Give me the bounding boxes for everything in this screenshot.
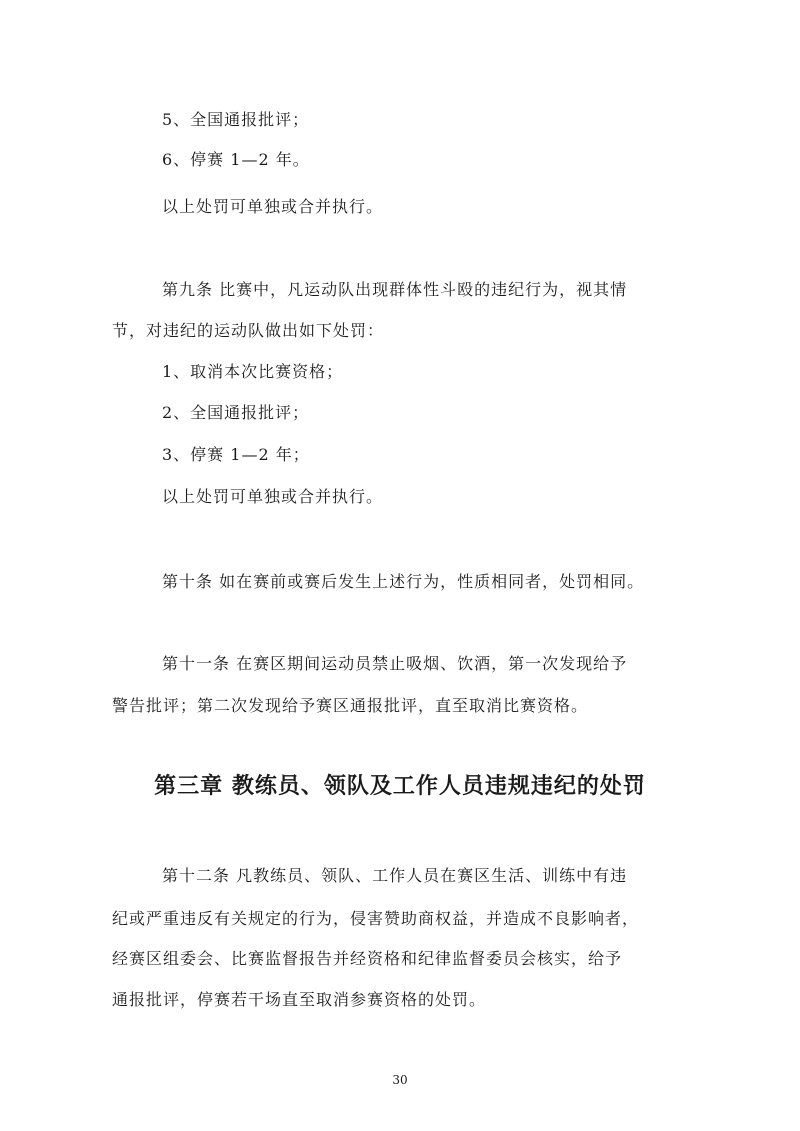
article-12-line-4: 通报批评，停赛若干场直至取消参赛资格的处罚。 [112,990,487,1009]
article-11-line-2: 警告批评；第二次发现给予赛区通报批评，直至取消比赛资格。 [112,696,589,715]
article-9-item-1: 1、取消本次比赛资格； [162,362,344,381]
article-9-note: 以上处罚可单独或合并执行。 [162,487,384,506]
penalty-item-5: 5、全国通报批评； [162,110,310,129]
penalty-note: 以上处罚可单独或合并执行。 [162,197,384,216]
chapter-heading: 第三章 教练员、领队及工作人员违规违纪的处罚 [154,774,646,799]
article-9-item-2: 2、全国通报批评； [162,403,310,422]
article-12-line-3: 经赛区组委会、比赛监督报告并经资格和纪律监督委员会核实，给予 [112,949,623,968]
article-11-line-1: 第十一条 在赛区期间运动员禁止吸烟、饮酒，第一次发现给予 [162,654,628,673]
article-9-item-3: 3、停赛 1—2 年； [162,445,310,464]
article-10: 第十条 如在赛前或赛后发生上述行为，性质相同者，处罚相同。 [162,572,645,591]
article-9-line-1: 第九条 比赛中，凡运动队出现群体性斗殴的违纪行为，视其情 [162,280,628,299]
page-number: 30 [392,1073,408,1087]
article-12-line-1: 第十二条 凡教练员、领队、工作人员在赛区生活、训练中有违 [162,866,628,885]
article-9-line-2: 节，对违纪的运动队做出如下处罚： [112,321,385,340]
article-12-line-2: 纪或严重违反有关规定的行为，侵害赞助商权益，并造成不良影响者， [112,909,640,928]
penalty-item-6: 6、停赛 1—2 年。 [162,150,310,169]
